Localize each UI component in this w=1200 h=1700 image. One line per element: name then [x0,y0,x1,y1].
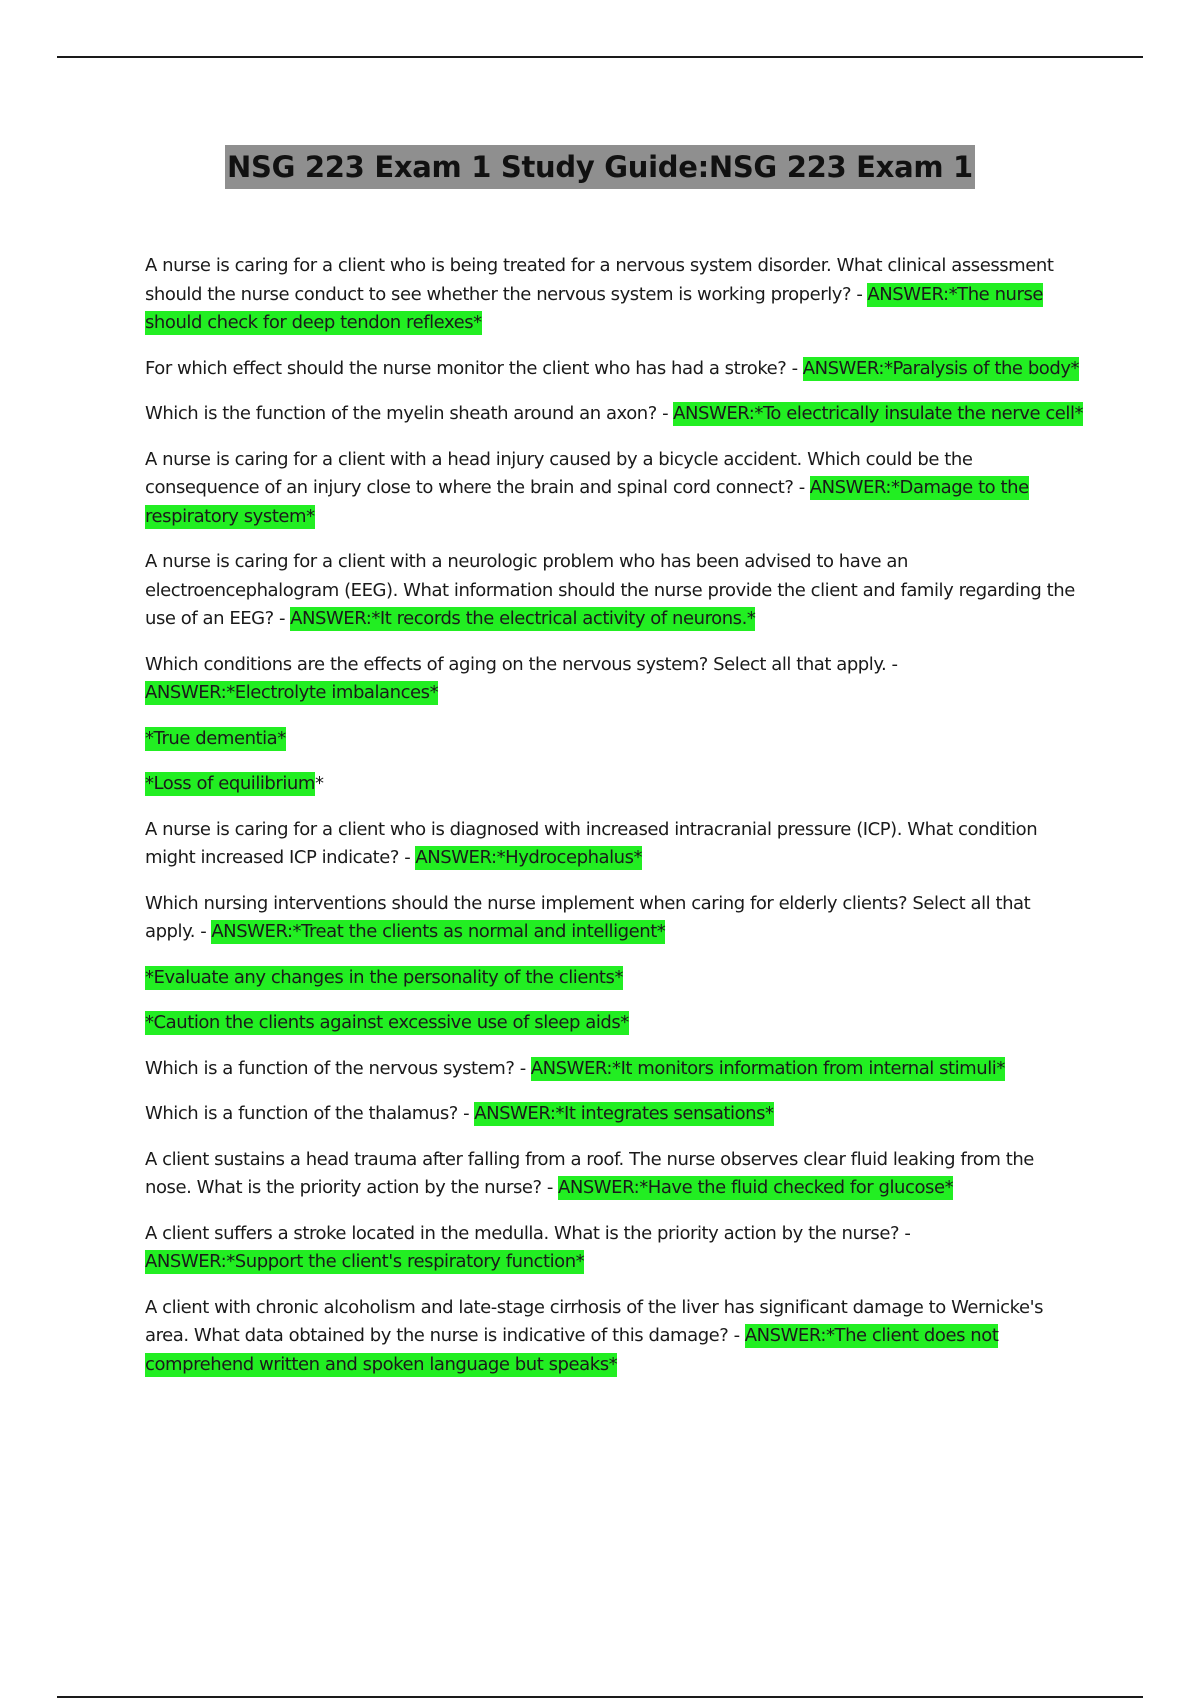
qa-item [145,1146,1085,1203]
question-text: Which is a function of the nervous system? - [145,1057,526,1079]
question-text: A client with chronic alcoholism and late-stage cirrhosis of the liver has significant damage to Wernicke's area. What data obtained by the nurse is indicative of this damage? - [145,1296,1044,1346]
answer-text: ANSWER:*To electrically insulate the nerve cell* [673,403,1084,424]
answer-text: ANSWER:*Hydrocephalus* [415,847,643,868]
question-text: Which nursing interventions should the nurse implement when caring for elderly clients? Select all that apply. - [145,892,1031,942]
question-text: Which conditions are the effects of aging on the nervous system? Select all that apply. - [145,653,898,675]
qa-item [145,1009,1085,1038]
answer-text: ANSWER:*Treat the clients as normal and intelligent* [211,921,666,942]
qa-item [145,548,1085,634]
question-text: A client suffers a stroke located in the medulla. What is the priority action by the nurse? - [145,1222,911,1244]
qa-item [145,816,1085,873]
answer-text: ANSWER:*It monitors information from internal stimuli* [530,1057,1005,1079]
answer-trailing-mark: * [314,773,324,794]
qa-item [145,651,1085,708]
answer-text: ANSWER:*Electrolyte imbalances* [145,682,439,703]
question-text: A nurse is caring for a client with a head injury caused by a bicycle accident. Which could be the consequence of an injury close to where the brain and spinal cord connect? - [145,448,973,498]
question-text: A nurse is caring for a client who is diagnosed with increased intracranial pressure (ICP). What condition might increased ICP indicate? - [145,818,1038,868]
qa-item [145,446,1085,532]
qa-item [145,964,1085,993]
question-text: Which is the function of the myelin sheath around an axon? - [145,403,669,424]
bottom-rule [57,1696,1143,1698]
question-text: A nurse is caring for a client who is being treated for a nervous system disorder. What clinical assessment should the nurse conduct to see whether the nervous system is working properly? - [145,255,1054,305]
question-text: Which is a function of the thalamus? - [145,1103,470,1124]
answer-text: *Caution the clients against excessive use of sleep aids* [145,1012,629,1033]
qa-item [145,725,1085,754]
qa-item [145,1055,1085,1084]
answer-text: ANSWER:*Have the fluid checked for glucose* [557,1177,954,1198]
title-container [0,145,1200,189]
answer-text: ANSWER:*The client does not comprehend written and spoken language but speaks* [145,1325,999,1375]
answer-text: *Loss of equilibrium [145,773,315,794]
qa-item [145,1294,1085,1380]
answer-text: ANSWER:*The nurse should check for deep tendon reflexes* [145,283,1044,333]
question-text: For which effect should the nurse monitor the client who has had a stroke? - [145,357,798,379]
document-title: NSG 223 Exam 1 Study Guide:NSG 223 Exam 1 [225,145,975,189]
qa-item [145,1220,1085,1277]
qa-item [145,1100,1085,1129]
qa-item [145,400,1085,429]
question-text: A client sustains a head trauma after falling from a roof. The nurse observes clear fluid leaking from the nose. What is the priority action by the nurse? - [145,1148,1034,1198]
study-guide-content [145,252,1085,1396]
answer-text: ANSWER:*Paralysis of the body* [802,357,1080,379]
qa-item [145,770,1085,799]
answer-text: ANSWER:*Support the client's respiratory function* [145,1251,585,1272]
answer-text: ANSWER:*It integrates sensations* [474,1103,774,1124]
answer-text: *Evaluate any changes in the personality of the clients* [145,966,624,988]
answer-text: ANSWER:*Damage to the respiratory system* [145,477,1029,527]
top-rule [57,56,1143,58]
qa-item [145,252,1085,338]
qa-item [145,890,1085,947]
answer-text: ANSWER:*It records the electrical activity of neurons.* [290,608,756,629]
answer-text: *True dementia* [145,727,286,749]
qa-item [145,355,1085,384]
question-text: A nurse is caring for a client with a neurologic problem who has been advised to have an electroencephalogram (EEG). What information should the nurse provide the client and family regarding the use of an EEG? - [145,551,1075,629]
